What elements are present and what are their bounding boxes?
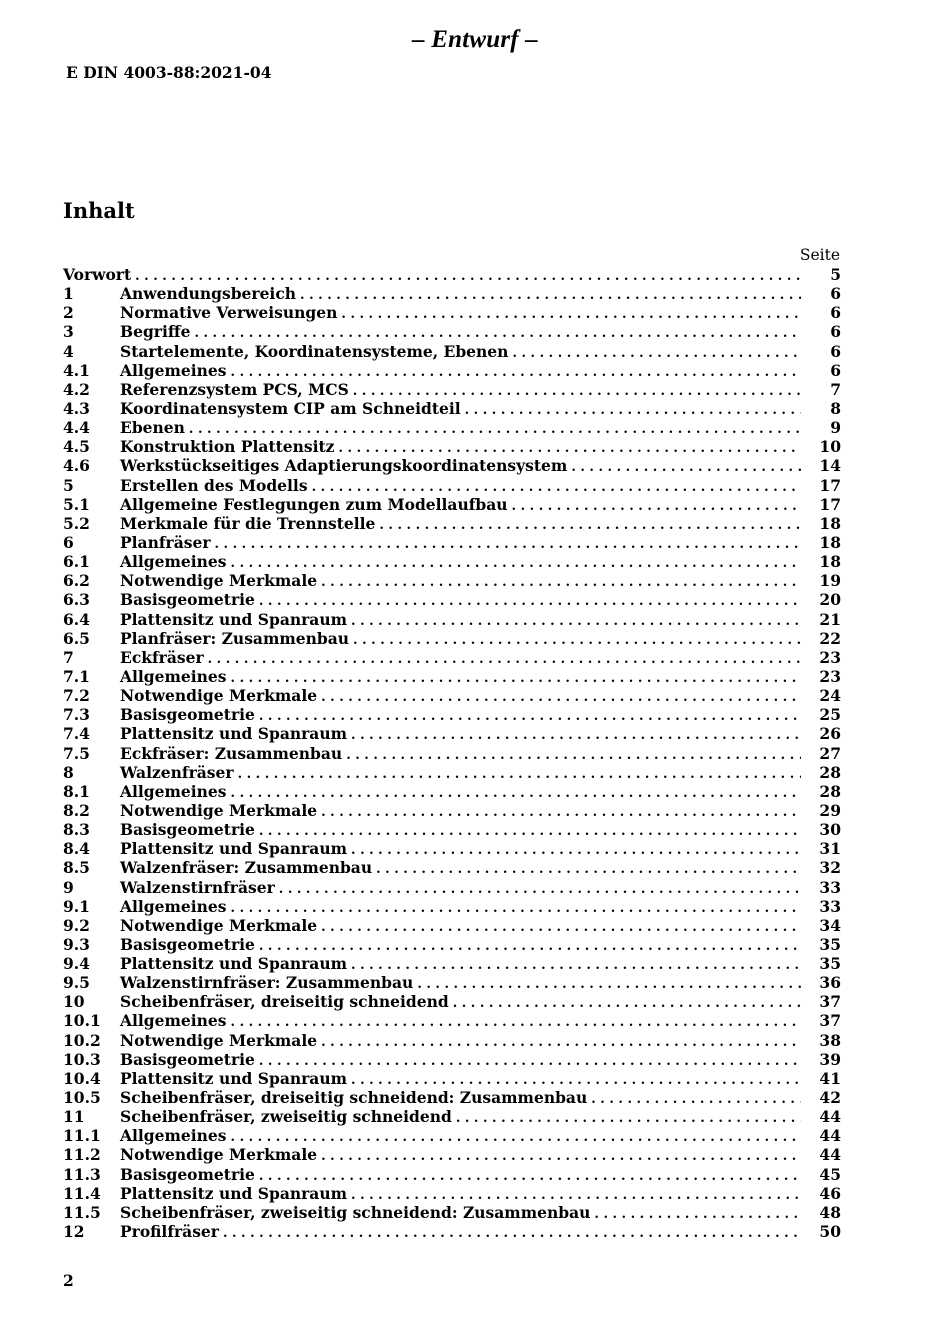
toc-entry[interactable] (63, 686, 841, 705)
toc-entry[interactable] (63, 801, 841, 820)
toc-entry-number: 9.4 (63, 954, 90, 974)
toc-entry-page: 31 (819, 839, 841, 859)
toc-entry-page: 21 (819, 609, 841, 629)
toc-entry[interactable] (63, 399, 841, 418)
toc-entry[interactable] (63, 514, 841, 533)
toc-leader-dots (321, 688, 801, 707)
toc-leader-dots (208, 650, 801, 669)
toc-entry-number: 6.3 (63, 590, 90, 610)
toc-entry-page: 32 (819, 858, 841, 878)
toc-entry-title: Planfräser: Zusammenbau (120, 628, 350, 648)
toc-entry-title: Planfräser (120, 532, 211, 552)
toc-entry-page: 44 (819, 1145, 841, 1165)
toc-entry-title: Plattensitz und Spanraum (120, 724, 348, 744)
toc-entry-number: 9 (63, 877, 74, 897)
toc-entry-number: 4 (63, 341, 74, 361)
toc-leader-dots (594, 1205, 801, 1224)
toc-entry-title: Allgemeines (120, 360, 227, 380)
toc-entry-title: Allgemeines (120, 1126, 227, 1146)
toc-entry-page: 9 (830, 418, 841, 438)
toc-leader-dots (571, 458, 801, 477)
toc-entry[interactable] (63, 1165, 841, 1184)
toc-entry-number: 6.4 (63, 609, 90, 629)
toc-entry-page: 7 (830, 379, 841, 399)
toc-entry-page: 42 (819, 1088, 841, 1108)
toc-entry-title: Notwendige Merkmale (120, 1030, 318, 1050)
page-number: 2 (63, 1271, 74, 1290)
toc-entry-title: Walzenfräser: Zusammenbau (120, 858, 373, 878)
toc-entry-page: 41 (819, 1068, 841, 1088)
toc-entry-title: Referenzsystem PCS, MCS (120, 379, 349, 399)
toc-entry-number: 7.1 (63, 666, 90, 686)
toc-entry-number: 7.5 (63, 743, 90, 763)
toc-entry-page: 10 (819, 437, 841, 457)
toc-entry[interactable] (63, 1222, 841, 1241)
toc-entry[interactable] (63, 342, 841, 361)
toc-entry-page: 14 (819, 456, 841, 476)
toc-entry-page: 5 (830, 265, 841, 284)
toc-leader-dots (321, 918, 801, 937)
toc-entry-page: 6 (830, 360, 841, 380)
toc-entry-title: Notwendige Merkmale (120, 1145, 318, 1165)
toc-entry[interactable] (63, 667, 841, 686)
toc-entry[interactable] (63, 1011, 841, 1030)
toc-leader-dots (341, 305, 801, 324)
toc-leader-dots (321, 573, 801, 592)
toc-entry-title: Plattensitz und Spanraum (120, 1183, 348, 1203)
toc-entry-title: Allgemeines (120, 896, 227, 916)
toc-entry-number: 11.3 (63, 1164, 101, 1184)
toc-entry-title: Walzenstirnfräser (120, 877, 275, 897)
toc-entry-number: 10 (63, 992, 85, 1012)
toc-leader-dots (591, 1090, 801, 1109)
toc-entry-page: 45 (819, 1164, 841, 1184)
toc-entry[interactable] (63, 954, 841, 973)
toc-entry-page: 6 (830, 303, 841, 323)
toc-entry[interactable] (63, 973, 841, 992)
toc-entry-title: Basisgeometrie (120, 934, 255, 954)
toc-leader-dots (346, 746, 801, 765)
toc-entry[interactable] (63, 782, 841, 801)
toc-entry[interactable] (63, 1107, 841, 1126)
toc-entry[interactable] (63, 839, 841, 858)
toc-entry-number: 8.2 (63, 800, 90, 820)
toc-entry[interactable] (63, 820, 841, 839)
toc-entry-page: 37 (819, 992, 841, 1012)
toc-entry-number: 6.2 (63, 571, 90, 591)
toc-entry-page: 6 (830, 341, 841, 361)
toc-entry-title: Eckfräser (120, 647, 204, 667)
toc-entry-page: 36 (819, 973, 841, 993)
toc-entry-number: 1 (63, 284, 74, 304)
toc-entry-number: 4.2 (63, 379, 90, 399)
toc-entry-number: 7.3 (63, 705, 90, 725)
toc-leader-dots (351, 956, 801, 975)
toc-entry-number: 8 (63, 762, 74, 782)
toc-entry-title: Walzenfräser (120, 762, 234, 782)
toc-entry-number: 5 (63, 475, 74, 495)
toc-entry[interactable] (63, 992, 841, 1011)
toc-leader-dots (279, 880, 801, 899)
toc-entry[interactable] (63, 322, 841, 341)
toc-entry-page: 26 (819, 724, 841, 744)
toc-entry-page: 19 (819, 571, 841, 591)
page-column-label: Seite (799, 246, 840, 264)
toc-entry-page: 18 (819, 552, 841, 572)
toc-entry-number: 4.1 (63, 360, 90, 380)
toc-entry-page: 44 (819, 1126, 841, 1146)
toc-entry-page: 28 (819, 781, 841, 801)
toc-entry-page: 18 (819, 532, 841, 552)
toc-entry[interactable] (63, 303, 841, 322)
toc-leader-dots (465, 401, 801, 420)
toc-entry-number: 8.4 (63, 839, 90, 859)
toc-leader-dots (351, 841, 801, 860)
toc-entry-page: 8 (830, 398, 841, 418)
toc-entry[interactable] (63, 629, 841, 648)
toc-entry[interactable] (63, 552, 841, 571)
toc-entry[interactable] (63, 744, 841, 763)
toc-leader-dots (453, 994, 801, 1013)
toc-leader-dots (321, 1033, 801, 1052)
toc-entry-title: Scheibenfräser, dreiseitig schneidend: Zusammenbau (120, 1088, 588, 1108)
toc-entry-title: Scheibenfräser, zweiseitig schneidend: Zusammenbau (120, 1202, 591, 1222)
toc-entry-page: 29 (819, 800, 841, 820)
toc-entry[interactable] (63, 1050, 841, 1069)
toc-entry-number: 11.2 (63, 1145, 101, 1165)
toc-entry[interactable] (63, 1069, 841, 1088)
toc-entry[interactable] (63, 1088, 841, 1107)
toc-entry-number: 4.5 (63, 437, 90, 457)
toc-entry-title: Erstellen des Modells (120, 475, 308, 495)
toc-entry[interactable] (63, 1031, 841, 1050)
toc-entry-page: 27 (819, 743, 841, 763)
toc-entry-page: 17 (819, 475, 841, 495)
toc-entry-page: 38 (819, 1030, 841, 1050)
toc-entry-number: 10.2 (63, 1030, 101, 1050)
document-id: E DIN 4003-88:2021-04 (66, 63, 272, 82)
toc-entry-number: 6.1 (63, 552, 90, 572)
toc-leader-dots (351, 726, 801, 745)
toc-entry-page: 6 (830, 284, 841, 304)
toc-entry-title: Allgemeines (120, 666, 227, 686)
toc-leader-dots (376, 860, 801, 879)
toc-entry-title: Begriffe (120, 322, 191, 342)
toc-entry-title: Profilfräser (120, 1222, 219, 1242)
toc-entry-title: Basisgeometrie (120, 1164, 255, 1184)
toc-entry-title: Allgemeine Festlegungen zum Modellaufbau (120, 494, 508, 514)
toc-entry-number: 8.5 (63, 858, 90, 878)
toc-entry[interactable] (63, 610, 841, 629)
toc-leader-dots (379, 516, 801, 535)
toc-entry-number: 10.5 (63, 1088, 101, 1108)
toc-entry-number: 9.5 (63, 973, 90, 993)
toc-entry-title: Allgemeines (120, 552, 227, 572)
toc-entry-number: 7.2 (63, 686, 90, 706)
toc-entry-number: 4.6 (63, 456, 90, 476)
toc-leader-dots (417, 975, 801, 994)
toc-entry[interactable] (63, 590, 841, 609)
toc-entry-title: Startelemente, Koordinatensysteme, Ebenen (120, 341, 509, 361)
toc-entry-number: 9.2 (63, 915, 90, 935)
toc-entry-title: Allgemeines (120, 1011, 227, 1031)
toc-entry-page: 17 (819, 494, 841, 514)
toc-entry-number: 8.3 (63, 820, 90, 840)
toc-heading: Inhalt (63, 198, 135, 223)
toc-entry-title: Normative Verweisungen (120, 303, 338, 323)
toc-entry[interactable] (63, 705, 841, 724)
toc-entry-number: 10.3 (63, 1049, 101, 1069)
toc-entry-number: 6 (63, 532, 74, 552)
toc-leader-dots (351, 612, 801, 631)
toc-leader-dots (321, 803, 801, 822)
toc-entry[interactable] (63, 495, 841, 514)
toc-entry[interactable] (63, 571, 841, 590)
toc-entry[interactable] (63, 284, 841, 303)
toc-entry-page: 25 (819, 705, 841, 725)
toc-entry-title: Anwendungsbereich (120, 284, 297, 304)
toc-entry-number: 7.4 (63, 724, 90, 744)
toc-entry-page: 24 (819, 686, 841, 706)
toc-entry-number: 10.1 (63, 1011, 101, 1031)
toc-leader-dots (238, 765, 801, 784)
toc-entry-page: 48 (819, 1202, 841, 1222)
toc-entry-number: 7 (63, 647, 74, 667)
toc-entry-title: Werkstückseitiges Adaptierungskoordinatensystem (120, 456, 568, 476)
toc-entry-number: 5.1 (63, 494, 90, 514)
toc-entry-number: 11.1 (63, 1126, 101, 1146)
toc-entry-title: Koordinatensystem CIP am Schneidteil (120, 398, 461, 418)
toc-entry-page: 34 (819, 915, 841, 935)
toc-entry-number: 6.5 (63, 628, 90, 648)
toc-entry-number: 12 (63, 1222, 85, 1242)
toc-entry[interactable] (63, 858, 841, 877)
toc-entry[interactable] (63, 533, 841, 552)
toc-entry[interactable] (63, 648, 841, 667)
toc-entry-title: Notwendige Merkmale (120, 571, 318, 591)
toc-entry-number: Vorwort (63, 265, 132, 284)
toc-entry-page: 35 (819, 954, 841, 974)
toc-entry-page: 23 (819, 666, 841, 686)
toc-entry-title: Notwendige Merkmale (120, 915, 318, 935)
toc-entry-title: Plattensitz und Spanraum (120, 609, 348, 629)
toc-entry-number: 9.1 (63, 896, 90, 916)
toc-entry-page: 28 (819, 762, 841, 782)
toc-entry-page: 30 (819, 820, 841, 840)
toc-leader-dots (215, 535, 802, 554)
toc-entry-page: 20 (819, 590, 841, 610)
toc-entry-page: 18 (819, 513, 841, 533)
toc-entry[interactable] (63, 437, 841, 456)
toc-entry-page: 22 (819, 628, 841, 648)
toc-entry-number: 10.4 (63, 1068, 101, 1088)
toc-entry[interactable] (63, 1145, 841, 1164)
toc-entry-title: Basisgeometrie (120, 820, 255, 840)
toc-leader-dots (512, 344, 801, 363)
toc-entry-page: 6 (830, 322, 841, 342)
toc-entry[interactable] (63, 265, 841, 284)
toc-entry-title: Notwendige Merkmale (120, 800, 318, 820)
toc-entry-page: 39 (819, 1049, 841, 1069)
toc-entry-title: Scheibenfräser, dreiseitig schneidend (120, 992, 449, 1012)
toc-entry[interactable] (63, 361, 841, 380)
toc-entry-title: Konstruktion Plattensitz (120, 437, 335, 457)
toc-entry-page: 37 (819, 1011, 841, 1031)
toc-entry-page: 46 (819, 1183, 841, 1203)
toc-entry[interactable] (63, 935, 841, 954)
toc-entry-title: Eckfräser: Zusammenbau (120, 743, 343, 763)
toc-entry[interactable] (63, 763, 841, 782)
toc-entry[interactable] (63, 916, 841, 935)
toc-entry-page: 23 (819, 647, 841, 667)
toc-entry[interactable] (63, 1184, 841, 1203)
toc-entry[interactable] (63, 897, 841, 916)
toc-entry[interactable] (63, 380, 841, 399)
toc-entry-page: 33 (819, 877, 841, 897)
toc-entry-number: 11.4 (63, 1183, 101, 1203)
toc-leader-dots (353, 631, 801, 650)
toc-entry-number: 8.1 (63, 781, 90, 801)
toc-entry-page: 50 (819, 1222, 841, 1242)
toc-entry-title: Basisgeometrie (120, 590, 255, 610)
toc-entry-title: Plattensitz und Spanraum (120, 954, 348, 974)
toc-entry-title: Plattensitz und Spanraum (120, 839, 348, 859)
toc-entry-number: 3 (63, 322, 74, 342)
toc-entry[interactable] (63, 724, 841, 743)
toc-entry-title: Basisgeometrie (120, 1049, 255, 1069)
table-of-contents (63, 265, 841, 1241)
toc-entry-title: Ebenen (120, 418, 185, 438)
toc-entry-number: 11.5 (63, 1202, 101, 1222)
toc-entry-title: Scheibenfräser, zweiseitig schneidend (120, 1107, 452, 1127)
toc-entry[interactable] (63, 476, 841, 495)
toc-entry-number: 9.3 (63, 934, 90, 954)
toc-leader-dots (512, 497, 801, 516)
toc-entry-number: 2 (63, 303, 74, 323)
toc-entry-page: 33 (819, 896, 841, 916)
toc-leader-dots (456, 1109, 801, 1128)
toc-entry-title: Basisgeometrie (120, 705, 255, 725)
toc-entry-number: 5.2 (63, 513, 90, 533)
toc-entry-page: 35 (819, 934, 841, 954)
toc-leader-dots (321, 1147, 801, 1166)
draft-watermark: – Entwurf – (412, 26, 538, 53)
toc-entry[interactable] (63, 1203, 841, 1222)
toc-leader-dots (223, 1224, 801, 1243)
toc-entry-number: 4.3 (63, 398, 90, 418)
toc-leader-dots (300, 286, 801, 305)
toc-entry[interactable] (63, 1126, 841, 1145)
toc-entry[interactable] (63, 418, 841, 437)
toc-entry-number: 4.4 (63, 418, 90, 438)
toc-entry-title: Plattensitz und Spanraum (120, 1068, 348, 1088)
toc-entry-page: 44 (819, 1107, 841, 1127)
toc-entry[interactable] (63, 878, 841, 897)
toc-entry-title: Merkmale für die Trennstelle (120, 513, 376, 533)
toc-entry-title: Allgemeines (120, 781, 227, 801)
toc-entry-title: Walzenstirnfräser: Zusammenbau (120, 973, 414, 993)
toc-entry-number: 11 (63, 1107, 85, 1127)
toc-entry[interactable] (63, 456, 841, 475)
toc-entry-title: Notwendige Merkmale (120, 686, 318, 706)
